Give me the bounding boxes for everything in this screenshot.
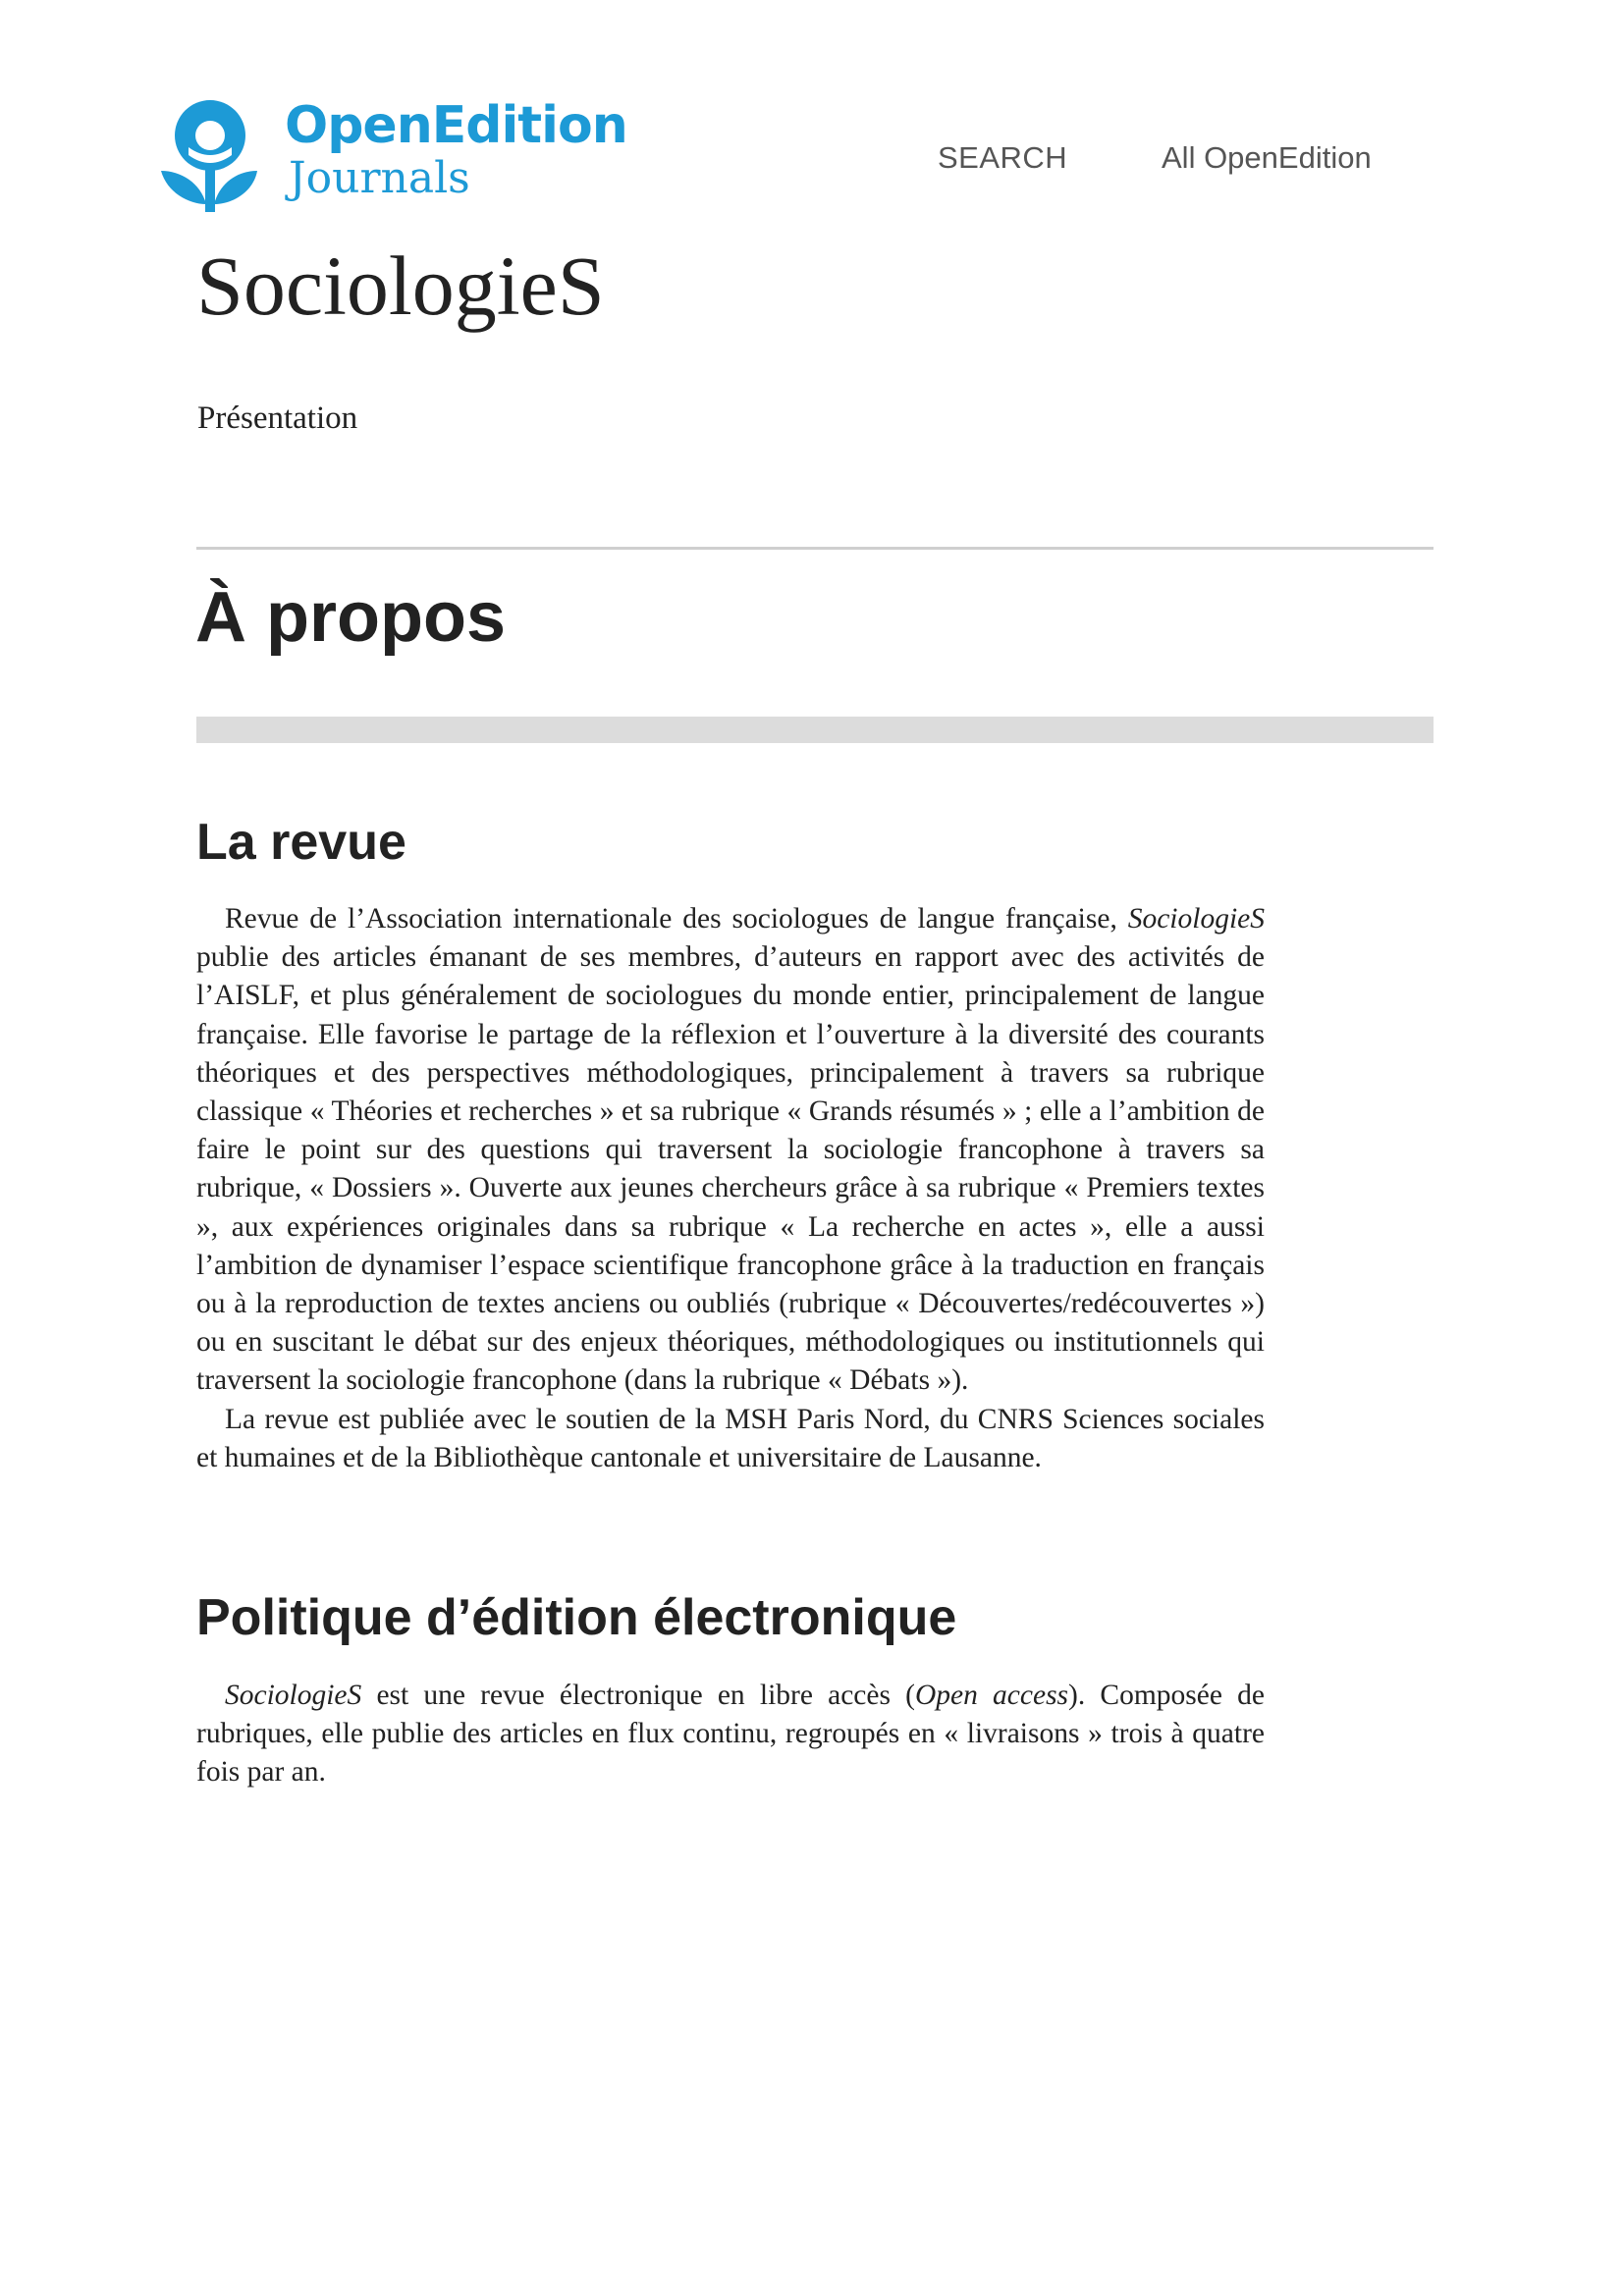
section-heading-la-revue: La revue	[196, 814, 406, 871]
open-access-italic: Open access	[914, 1680, 1069, 1711]
title-band	[196, 717, 1434, 743]
openedition-flower-icon	[159, 98, 259, 214]
page-title: À propos	[195, 578, 506, 657]
paragraph	[196, 1677, 1265, 1792]
paragraph	[196, 900, 1265, 1401]
search-link[interactable]: SEARCH	[938, 140, 1068, 175]
section-heading-politique: Politique d’édition électronique	[196, 1589, 957, 1646]
text-run: Revue de l’Association internationale des sociologues de langue française,	[225, 903, 1128, 934]
text-run: publie des articles émanant de ses membres, d’auteurs en rapport avec des activités de l’AISLF, et plus généralement de sociologues du monde entier, principalement de langue française. Elle favorise le partage de la réflexion et l’ouverture à la diversité des courants théoriques et des perspectives méthodologiques, principalement à travers sa rubrique classique « Théories et recherches » et sa rubrique « Grands résumés » ; elle a l’ambition de faire le point sur des questions qui traversent la sociologie francophone à travers sa rubrique, « Dossiers ». Ouverte aux jeunes chercheurs grâce à sa rubrique « Premiers textes », aux expériences originales dans sa rubrique « La recherche en actes », elle a aussi l’ambition de dynamiser l’espace scientifique francophone grâce à la traduction en français ou à la reproduction de textes anciens ou oubliés (rubrique « Découvertes/redécouvertes ») ou en suscitant le débat sur des enjeux théoriques, méthodologiques ou institutionnels qui traversent la sociologie francophone (dans la rubrique « Débats »).	[196, 941, 1265, 1397]
journal-title[interactable]: SociologieS	[196, 239, 605, 333]
text-run: ). Composée de rubriques, elle publie des articles en flux continu, regroupés en « livraisons » trois à quatre fois par an.	[196, 1680, 1265, 1789]
journal-name-italic: SociologieS	[225, 1680, 362, 1711]
openedition-journals-logo[interactable]	[159, 98, 650, 216]
la-revue-body	[196, 900, 1265, 1477]
paragraph: La revue est publiée avec le soutien de la MSH Paris Nord, du CNRS Sciences sociales et humaines et de la Bibliothèque cantonale et universitaire de Lausanne.	[196, 1403, 1265, 1473]
journal-name-italic: SociologieS	[1127, 903, 1265, 934]
divider	[196, 547, 1434, 550]
text-run: est une revue électronique en libre accès (	[361, 1680, 915, 1711]
breadcrumb-presentation[interactable]: Présentation	[197, 400, 358, 436]
logo-title: OpenEdition	[285, 96, 627, 155]
logo-subtitle: Journals	[289, 153, 470, 203]
all-openedition-link[interactable]: All OpenEdition	[1162, 140, 1372, 175]
politique-body	[196, 1677, 1265, 1792]
